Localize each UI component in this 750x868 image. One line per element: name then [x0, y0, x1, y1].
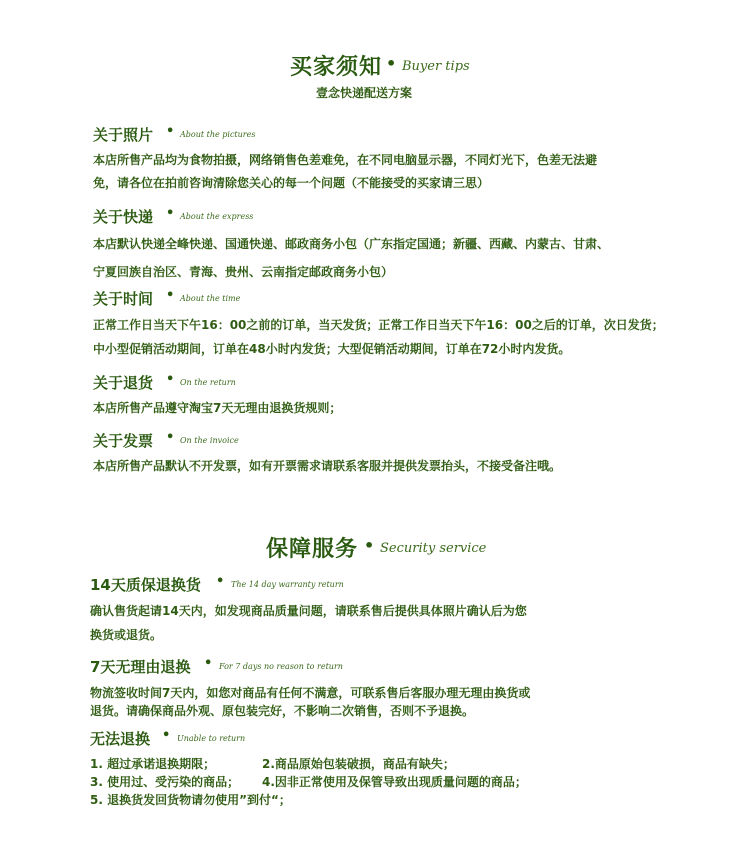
- section-warranty-script: The 14 day warranty return: [231, 580, 344, 589]
- buyer-tips-subtitle: 壹念快递配送方案: [316, 86, 413, 100]
- section-photo-title: 关于照片: [93, 126, 154, 144]
- section-unable-script: Unable to return: [177, 734, 246, 743]
- section-dot: •: [166, 206, 175, 221]
- unable-item-4: 4.因非正常使用及保管导致出现质量问题的商品；: [262, 775, 527, 789]
- time-line-2: 中小型促销活动期间，订单在48小时内发货；大型促销活动期间，订单在72小时内发货。: [93, 342, 571, 356]
- section-express-script: About the express: [180, 212, 254, 221]
- time-line-1: 正常工作日当天下午16：00之前的订单，当天发货；正常工作日当天下午16：00之后的订单，次日发货；: [93, 318, 664, 332]
- section-photo-script: About the pictures: [180, 130, 256, 139]
- title-dot: •: [364, 536, 375, 555]
- unable-item-2: 2.商品原始包装破损，商品有缺失；: [262, 757, 455, 771]
- section-dot: •: [204, 656, 213, 671]
- section-returns-script: On the return: [180, 378, 236, 387]
- section-invoice-title: 关于发票: [93, 432, 154, 450]
- section-dot: •: [216, 574, 225, 589]
- invoice-line-1: 本店所售产品默认不开发票，如有开票需求请联系客服并提供发票抬头，不接受备注哦。: [93, 459, 562, 473]
- section-time-script: About the time: [180, 294, 241, 303]
- section-warranty-title: 14天质保退换货: [90, 576, 201, 594]
- section-time-title: 关于时间: [93, 290, 154, 308]
- section-returns-title: 关于退货: [93, 374, 154, 392]
- warranty-line-2: 换货或退货。: [90, 628, 163, 642]
- express-line-1: 本店默认快递全峰快递、国通快递、邮政商务小包（广东指定国通；新疆、西藏、内蒙古、甘肃、: [93, 237, 610, 251]
- section-dot: •: [166, 124, 175, 139]
- section-dot: •: [166, 430, 175, 445]
- buyer-tips-script: Buyer tips: [402, 59, 470, 74]
- warranty-line-1: 确认售货起请14天内，如发现商品质量问题，请联系售后提供具体照片确认后为您: [90, 604, 527, 618]
- section-express-title: 关于快递: [93, 208, 154, 226]
- noreason-line-1: 物流签收时间7天内，如您对商品有任何不满意，可联系售后客服办理无理由换货或: [90, 686, 531, 700]
- unable-item-5: 5. 退换货发回货物请勿使用”到付“；: [90, 793, 291, 807]
- returns-line-1: 本店所售产品遵守淘宝7天无理由退换货规则；: [93, 401, 342, 415]
- buyer-tips-title: 买家须知: [290, 55, 383, 80]
- section-dot: •: [166, 372, 175, 387]
- security-service-title: 保障服务: [266, 537, 359, 562]
- express-line-2: 宁夏回族自治区、青海、贵州、云南指定邮政商务小包）: [93, 265, 394, 279]
- section-invoice-script: On the invoice: [180, 436, 239, 445]
- section-unable-title: 无法退换: [90, 730, 151, 748]
- section-dot: •: [162, 728, 171, 743]
- photo-line-2: 免，请各位在拍前咨询清除您关心的每一个问题（不能接受的买家请三思）: [93, 176, 490, 190]
- security-service-script: Security service: [380, 541, 487, 556]
- unable-item-3: 3. 使用过、受污染的商品；: [90, 775, 240, 789]
- noreason-line-2: 退货。请确保商品外观、原包装完好，不影响二次销售，否则不予退换。: [90, 704, 475, 718]
- photo-line-1: 本店所售产品均为食物拍摄，网络销售色差难免，在不同电脑显示器，不同灯光下，色差无法避: [93, 153, 598, 167]
- section-noreason-script: For 7 days no reason to return: [219, 662, 343, 671]
- unable-item-1: 1. 超过承诺退换期限；: [90, 757, 216, 771]
- title-dot: •: [386, 54, 397, 73]
- section-noreason-title: 7天无理由退换: [90, 658, 191, 676]
- section-dot: •: [166, 288, 175, 303]
